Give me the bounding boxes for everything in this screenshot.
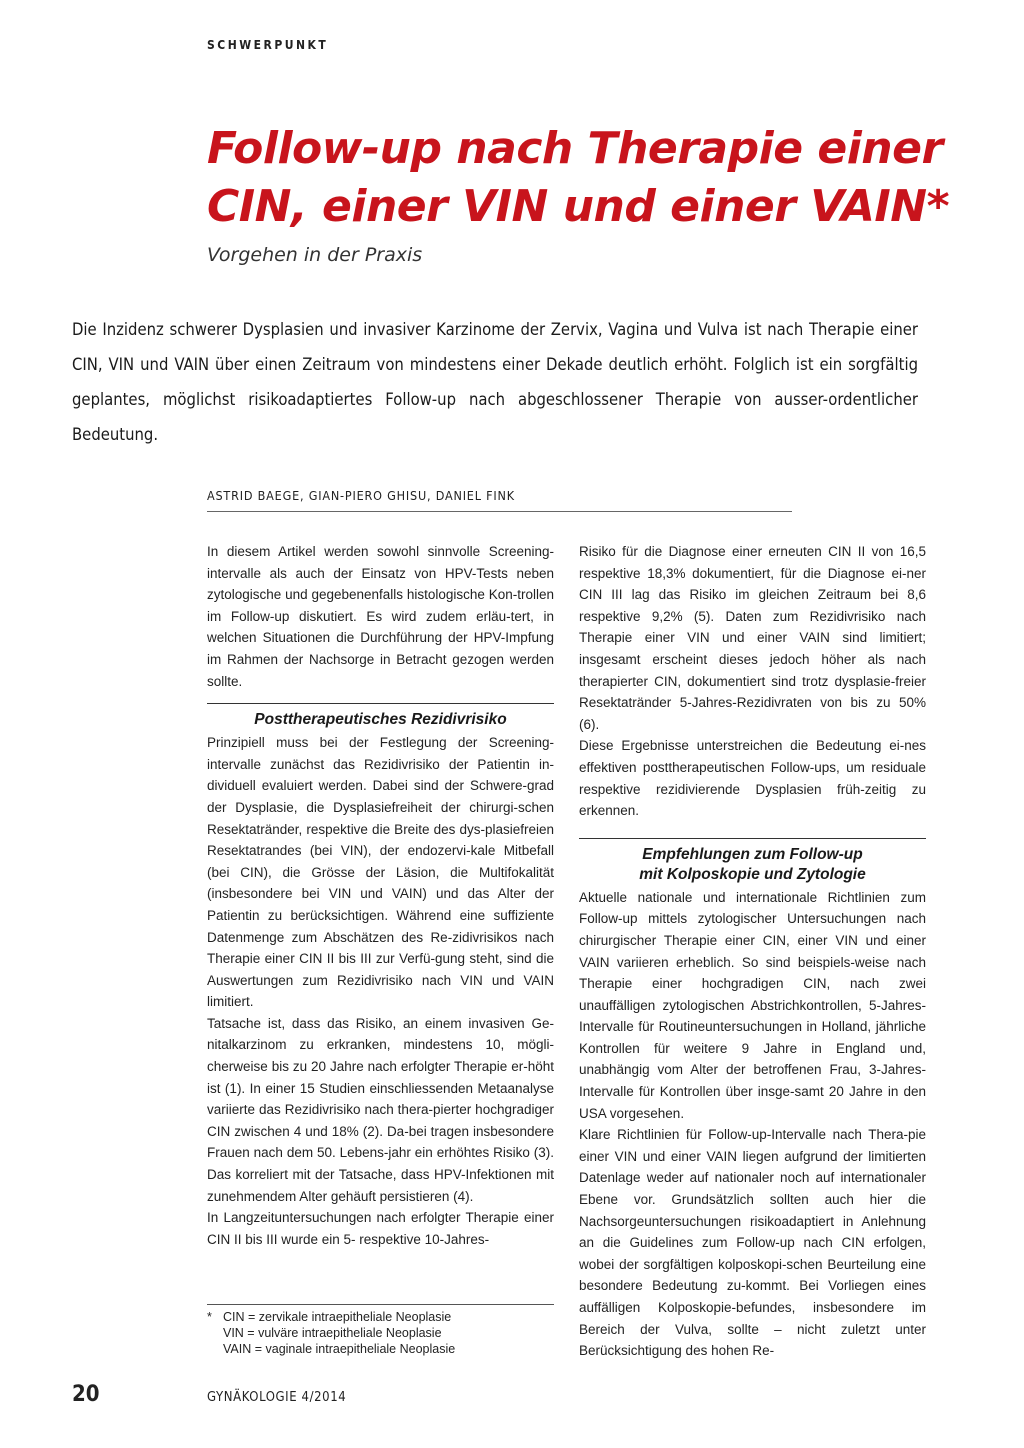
section-heading-line-1: Empfehlungen zum Follow-up <box>642 845 863 863</box>
section-heading-empfehlungen <box>579 838 926 885</box>
section-heading-rezidivrisiko <box>207 703 554 730</box>
section-heading-text: Posttherapeutisches Rezidivrisiko <box>254 711 507 729</box>
article-authors: ASTRID BAEGE, GIAN-PIERO GHISU, DANIEL FINK <box>207 488 792 512</box>
article-title-line-2: CIN, einer VIN und einer VAIN* <box>207 181 950 232</box>
intro-paragraph: In diesem Artikel werden sowohl sinnvolle Screening-intervalle als auch der Einsatz von HPV-Tests neben zytologische und gegebenenfalls histologische Kon-trollen im Follow-up diskutiert. Es wird zudem erläu-tert, in welchen Situationen die Durchführung der HPV-Impfung im Rahmen der Nachsorge in Betracht gezogen werden sollte. <box>207 544 554 689</box>
footnote-line: VIN = vulväre intraepitheliale Neoplasie <box>223 1326 442 1340</box>
body-paragraph: In Langzeituntersuchungen nach erfolgter Therapie einer CIN II bis III wurde ein 5- respektive 10-Jahres- <box>207 1210 554 1247</box>
right-column <box>579 541 926 1362</box>
page-number: 20 <box>72 1382 100 1407</box>
footnote <box>207 1304 554 1357</box>
article-lead: Die Inzidenz schwerer Dysplasien und invasiver Karzinome der Zervix, Vagina und Vulva ist nach Therapie einer CIN, VIN und VAIN über einen Zeitraum von mindestens einer Dekade deutlich erhöht. Folglich ist ein sorgfältig geplantes, möglichst risikoadaptiertes Follow-up nach abgeschlossener Therapie von ausser-ordentlicher Bedeutung. <box>72 320 918 444</box>
section-heading-line-2: mit Kolposkopie und Zytologie <box>639 865 866 883</box>
article-title <box>207 120 987 236</box>
footnote-line: VAIN = vaginale intraepitheliale Neoplasie <box>223 1342 456 1356</box>
body-paragraph: Diese Ergebnisse unterstreichen die Bedeutung ei-nes effektiven posttherapeutischen Follow-ups, um residuale respektive rezidivierende Dysplasien früh-zeitig zu erkennen. <box>579 738 926 819</box>
body-paragraph: Aktuelle nationale und internationale Richtlinien zum Follow-up mittels zytologischer Untersuchungen nach chirurgischer Therapie einer CIN, einer VIN und einer VAIN variieren erheblich. So sind beispiels-weise nach Therapie einer hochgradigen CIN, nach zwei unauffälligen zytologischen Abstrichkontrollen, 5-Jahres-Intervalle für Routineuntersuchungen in Holland, jährliche Kontrollen für weitere 9 Jahre in England und, unabhängig vom Alter der betroffenen Frau, 3-Jahres-Intervalle für Kontrollen über insge-samt 20 Jahre in den USA vorgesehen. <box>579 889 926 1121</box>
article-title-line-1: Follow-up nach Therapie einer <box>207 123 943 174</box>
left-column <box>207 541 554 1250</box>
body-paragraph: Tatsache ist, dass das Risiko, an einem invasiven Ge-nitalkarzinom zu erkranken, mindestens 10, mögli-cherweise bis zu 20 Jahre nach erfolgter Therapie er-höht ist (1). In einer 15 Studien einschliessenden Metaanalyse variierte das Rezidivrisiko nach thera-pierter hochgradiger CIN zwischen 4 und 18% (2). Da-bei tragen insbesondere Frauen nach dem 50. Lebens-jahr ein erhöhtes Risiko (3). Das korreliert mit der Tatsache, dass HPV-Infektionen mit zunehmendem Alter gehäuft persistieren (4). <box>207 1015 554 1204</box>
footnote-marker: * <box>207 1310 212 1324</box>
article-subtitle: Vorgehen in der Praxis <box>207 244 423 266</box>
body-paragraph: Prinzipiell muss bei der Festlegung der Screening-intervalle zunächst das Rezidivrisiko der Patientin in-dividuell evaluiert werden. Dabei sind der Schwere-grad der Dysplasie, die Dysplasiefreiheit der chirurgi-schen Resektatränder, respektive die Breite des dys-plasiefreien Resektatrandes (bei VIN), der endozervi-kale Mitbefall (bei CIN), die Grösse der Läsion, die Multifokalität (insbesondere bei VIN und VAIN) und das Alter der Patientin zu berücksichtigen. Während eine suffiziente Datenmenge zum Abschätzen des Re-zidivrisikos nach Therapie einer CIN II bis III zur Verfü-gung steht, sind die Auswertungen zum Rezidivrisiko nach VIN und VAIN limitiert. <box>207 735 554 1010</box>
section-tag: SCHWERPUNKT <box>207 38 329 52</box>
footnote-line: CIN = zervikale intraepitheliale Neoplasie <box>223 1310 452 1324</box>
body-paragraph: Klare Richtlinien für Follow-up-Intervalle nach Thera-pie einer VIN und einer VAIN liegen aufgrund der limitierten Datenlage weder auf nationaler noch auf internationaler Ebene vor. Grundsätzlich sollten auch hier die Nachsorgeuntersuchungen risikoadaptiert in Anlehnung an die Guidelines zum Follow-up nach CIN erfolgen, wobei der sorgfältigen kolposkopi-schen Beurteilung eine besondere Bedeutung zu-kommt. Bei Vorliegen eines auffälligen Kolposkopie-befundes, insbesondere im Bereich der Vulva, sollte – nicht zuletzt unter Berücksichtigung des hohen Re- <box>579 1127 926 1359</box>
body-paragraph: Risiko für die Diagnose einer erneuten CIN II von 16,5 respektive 18,3% dokumentiert, für die Diagnose ei-ner CIN III lag das Risiko im gleichen Zeitraum bei 8,6 respektive 9,2% (5). Daten zum Rezidivrisiko nach Therapie einer VIN und einer VAIN sind limitiert; insgesamt erscheint dieses jedoch höher als nach therapierter CIN, dokumentiert sind trotz dysplasie-freier Resektatränder 5-Jahres-Rezidivraten von bis zu 50% (6). <box>579 544 926 732</box>
journal-issue: GYNÄKOLOGIE 4/2014 <box>207 1390 347 1405</box>
